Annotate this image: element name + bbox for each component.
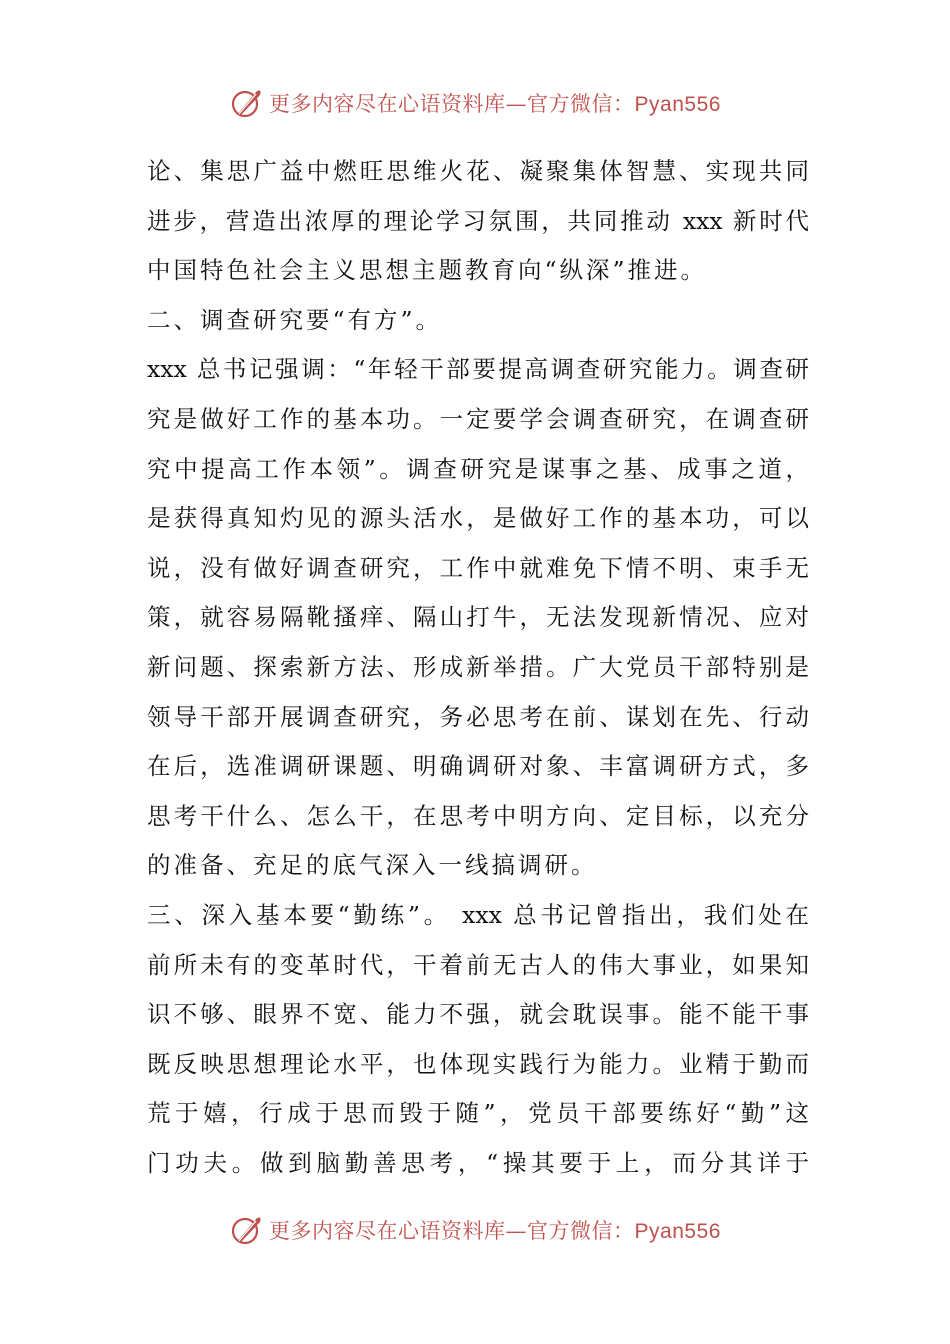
footer-banner [0, 1210, 950, 1250]
body-line: 思考干什么、怎么干，在思考中明方向、定目标，以充分 [147, 801, 809, 830]
body-line: 领导干部开展调查研究，务必思考在前、谋划在先、行动 [147, 702, 809, 731]
body-line: 前所未有的变革时代，干着前无古人的伟大事业，如果知 [147, 950, 809, 979]
section-heading: 三、深入基本要“勤练”。 xxx 总书记曾指出，我们处在 [147, 900, 809, 929]
header-banner [0, 83, 950, 123]
body-line: 中国特色社会主义思想主题教育向“纵深”推进。 [147, 256, 708, 285]
body-line: 识不够、眼界不宽、能力不强，就会耽误事。能不能干事 [147, 1000, 809, 1029]
body-line: 既反映思想理论水平，也体现实践行为能力。业精于勤而 [147, 1049, 809, 1078]
banner-text [269, 1215, 721, 1245]
body-line: 策，就容易隔靴搔痒、隔山打牛，无法发现新情况、应对 [147, 603, 809, 632]
banner-slogan: 更多内容尽在心语资料库—官方微信： [269, 1219, 635, 1243]
wechat-id: Pyan556 [634, 93, 721, 116]
quill-pen-circle-icon [229, 85, 265, 121]
body-line: 说，没有做好调查研究，工作中就难免下情不明、束手无 [147, 553, 809, 582]
section-heading: 二、调查研究要“有方”。 [147, 305, 443, 334]
quill-pen-circle-icon [229, 1212, 265, 1248]
body-line: 论、集思广益中燃旺思维火花、凝聚集体智慧、实现共同 [147, 157, 809, 185]
wechat-id: Pyan556 [634, 1220, 721, 1243]
body-line: 的准备、充足的底气深入一线搞调研。 [147, 851, 598, 880]
body-line: 在后，选准调研课题、明确调研对象、丰富调研方式，多 [147, 752, 809, 781]
body-line: xxx 总书记强调：“年轻干部要提高调查研究能力。调查研 [147, 355, 809, 384]
banner-text [269, 88, 721, 118]
body-line: 门功夫。做到脑勤善思考，“操其要于上，而分其详于 [147, 1148, 809, 1177]
body-line: 新问题、探索新方法、形成新举措。广大党员干部特别是 [147, 652, 809, 681]
body-line: 是获得真知灼见的源头活水，是做好工作的基本功，可以 [147, 504, 809, 533]
document-body [147, 147, 809, 1188]
body-line: 荒于嬉，行成于思而毁于随”，党员干部要练好“勤”这 [147, 1099, 809, 1128]
banner-slogan: 更多内容尽在心语资料库—官方微信： [269, 92, 635, 116]
body-line: 究是做好工作的基本功。一定要学会调查研究，在调查研 [147, 404, 809, 433]
body-line: 进步，营造出浓厚的理论学习氛围，共同推动 xxx 新时代 [147, 206, 809, 235]
body-line: 究中提高工作本领”。调查研究是谋事之基、成事之道， [147, 454, 809, 483]
